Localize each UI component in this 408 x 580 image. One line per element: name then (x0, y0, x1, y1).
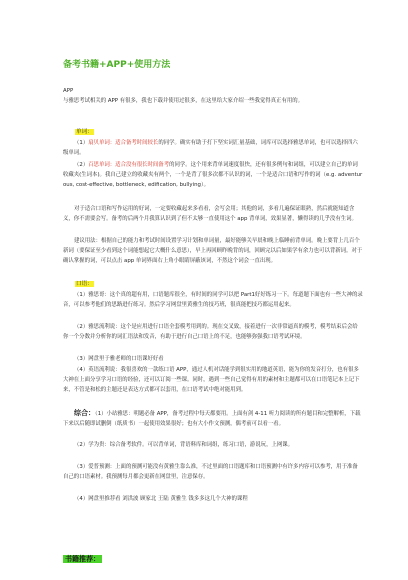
oral-paragraph-3: （3）网盘里于雅老师的口语课好好看 (74, 356, 164, 362)
oral-paragraph-4: （4）英语流利说：我很喜欢的一款练口语 APP，通过人机对话能学到很实用的地道英语，能为你的发音打分，也有很多大神在上面分享学习口语的经验，还可以订阅一些课。同时，遇到一些自己觉得有用的素材和主题都可以在口语笔记本上记下来，不管是和松的主题还是表达方式都可以套用，在口语考试中绝对能用到。 (63, 367, 360, 393)
books-section (63, 546, 102, 565)
vocab-p1-body: 的同学。确实有助于打下坚实词汇量基础，词库可以选择雅思单词，也可以选择四六级单词。 (63, 140, 358, 156)
vocab-label: 单词： (76, 129, 93, 135)
comprehensive-paragraph-3: （3）爱普预测：上面的预测可能没有黄雅生靠么准，不过里面的口语题库和口语预测中有许多内容可以参考，用于准备自己的口语素材。我预测每月都会更新在网盘里，注意保存。 (63, 464, 358, 480)
comprehensive-paragraph-4: （4）网盘里推荐看 刘洪波 顾家北 王陆 黄雅生 钱多多这几个大神的课程 (74, 496, 248, 502)
comprehensive-label: 综合： (74, 409, 95, 417)
vocab-paragraph-3: 对于适合口语和写作运用的好词，一定要收藏起来多看看，会写会用；其他的词，多看几遍保证眼熟，然后就能知道含义，你不需要会写。备考的后两个月我算认识到了但不太够一直使用这个 app 背单词，效果显著，懒得读的几乎没有生词。 (63, 206, 357, 222)
comp-p1-body: （1）小站雅思：明题必备 APP，备考过程中每天都要用。上面有剑 4-11 听力阅读的所有题目和完整解析，下载下来以后随即试删倒（纸质书）一起使用效果很好；也有大小作文预测，偶考前可以看一看。 (63, 411, 361, 427)
oral-paragraph-1: （1）雅思哥：这个真的超有用，口语题库很全，有时间的同学可以把 Part1好好练习一下。每道题下面也有一些大神的录音，可以参考他们的思路进行练习。然后学习网盘里黄雅生的技巧班，很真能把技巧都运用起来。 (63, 292, 363, 308)
vocab-p1-num: （1） (74, 140, 89, 146)
vocab-p2-highlight: 百思单词：适合没有很长时间备考 (88, 162, 170, 168)
page-title: 备考书籍+APP+使用方法 (63, 60, 171, 70)
vocab-section-label (75, 128, 94, 136)
app-heading: APP (63, 88, 74, 94)
vocab-p2-body: 的同学。这个用来背单词速度很快，还有很多例句和词组，可以建立自己的单词收藏夹(生词本)。我自己建立的收藏夹有两个，一个是背了很多次都不认识的词，一个是适合口语和写作的词（e.g. adventurous, cost-effective, bottleneck, edification, bullying）。 (63, 162, 363, 188)
books-label: 书籍推荐： (65, 555, 100, 563)
vocab-p1-highlight: 扇贝单词：适合备考时间较长 (88, 140, 159, 146)
oral-paragraph-2: （2）雅思流利说：这个是应用进行口语全套模考用到的。现在交叉致，接着进行一次非常逼真的模考，模考结束后会给你一个分数并分析你的词汇语法和发音，有助于进行自己口语上的不足，也能够弥强我口语考试环境。 (63, 324, 358, 340)
vocab-p2-num: （2） (74, 162, 89, 168)
vocab-paragraph-2 (63, 160, 363, 190)
comprehensive-paragraph-2: （2）学为贵：综合备考软件。可以背单词，背语料库和词组，练习口语，游说玩，上网课。 (74, 442, 294, 448)
vocab-paragraph-1 (63, 138, 363, 158)
intro-paragraph: 与雅思考试相关的 APP 有很多，我也下载并使用过很多，在这里给大家介绍一些我觉得真正有用的。 (63, 98, 304, 104)
vocab-paragraph-4: 建议用法：根据自己的能力和考试时间设置学习计划和单词量，最好能够关早晨和晚上临睡前背单词。晚上要背上几百个新词（要保证至少看到这个词能想起它大概什么意思），早上再回顾昨晚背的词，回顾完以后如果学有余力也可以背新词。对于确认掌握的词，可以点击 app 单词界面右上角小眼睛屏蔽该词，不然这个词会一直出现。 (63, 238, 363, 264)
oral-label: 口语： (76, 281, 93, 287)
oral-section-label (75, 280, 94, 288)
comprehensive-paragraph-1 (63, 408, 363, 429)
